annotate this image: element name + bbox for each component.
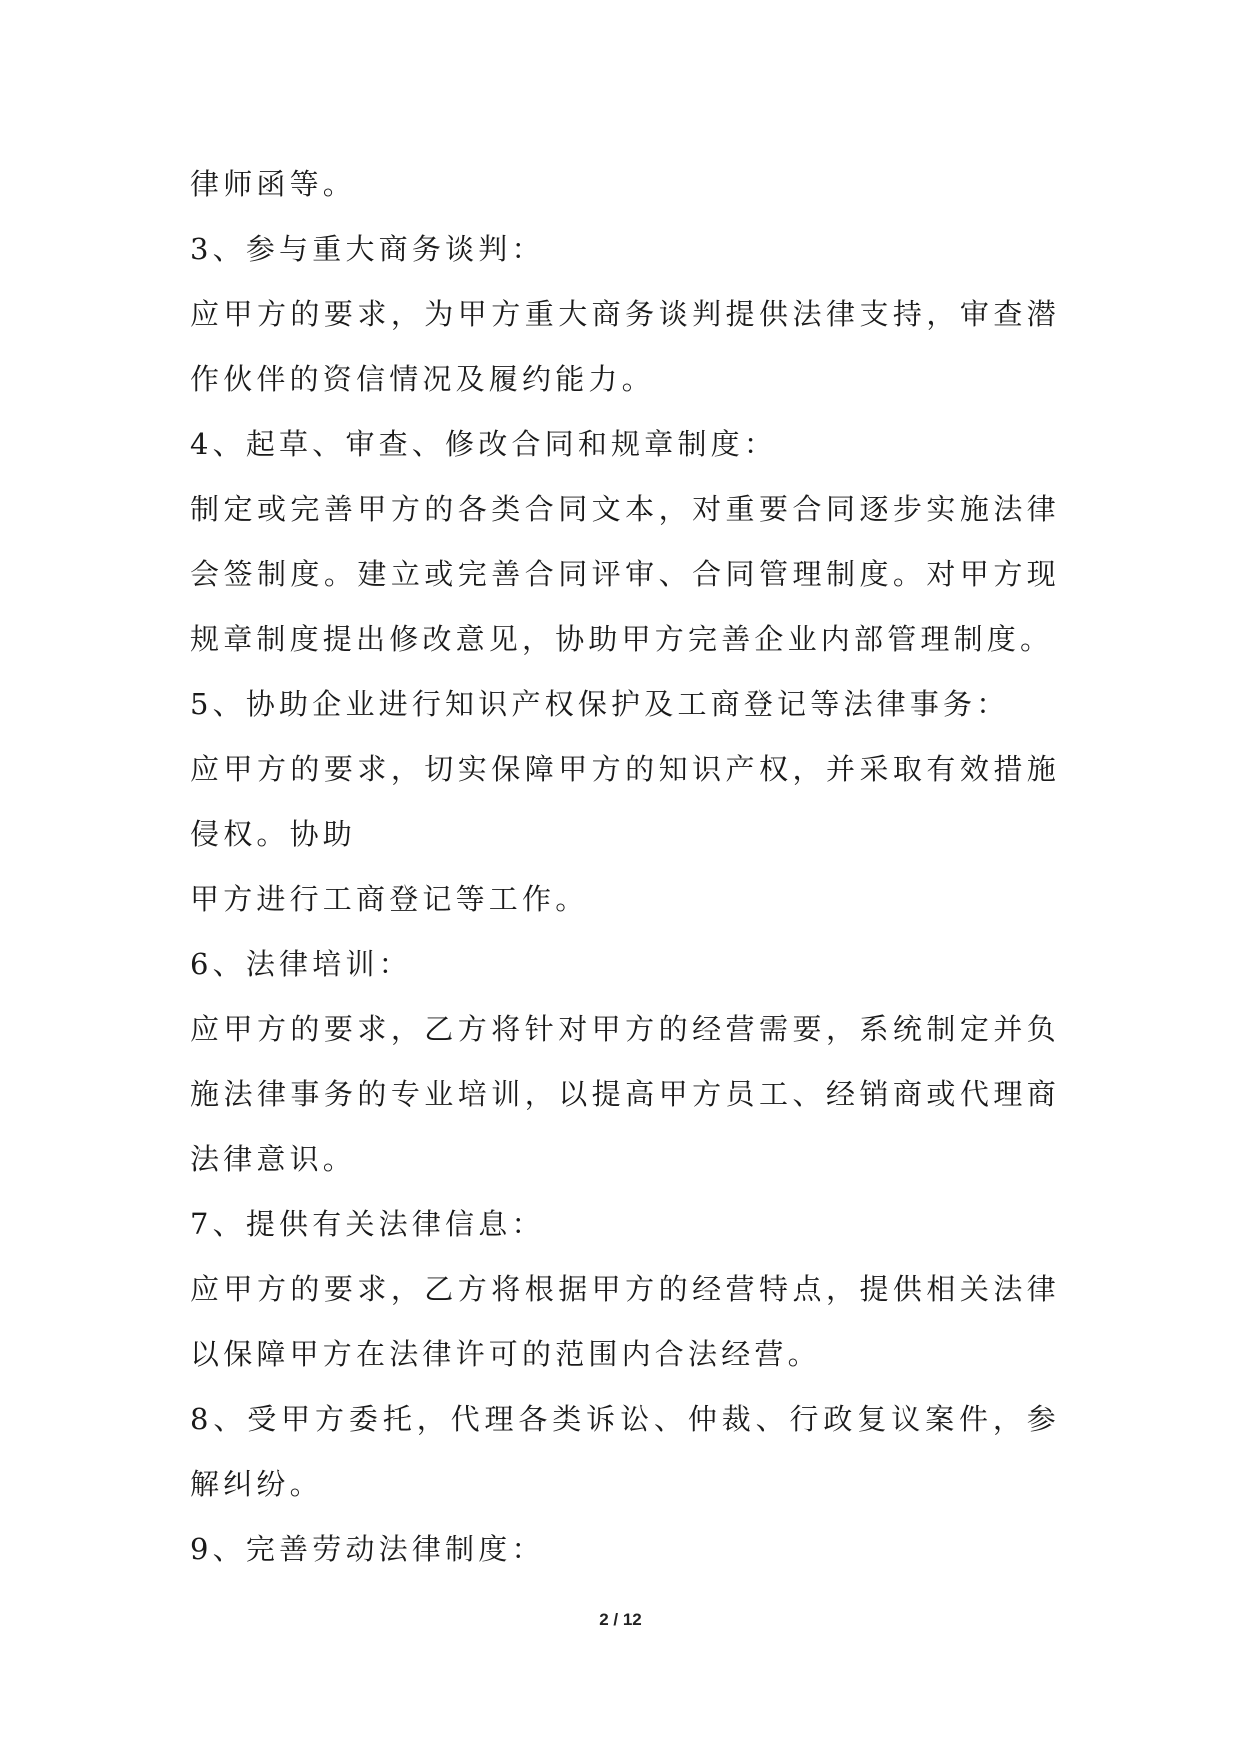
- section-heading-3: 3、参与重大商务谈判：: [190, 232, 545, 266]
- text-line: 律师函等。: [190, 167, 357, 201]
- section-heading-6: 6、法律培训：: [190, 947, 412, 981]
- text-line: 施法律事务的专业培训，以提高甲方员工、经销商或代理商: [190, 1077, 1060, 1111]
- text-line: 侵权。协助: [190, 817, 357, 851]
- text-line: 作伙伴的资信情况及履约能力。: [190, 362, 655, 396]
- text-line: 应甲方的要求，乙方将针对甲方的经营需要，系统制定并负: [190, 1012, 1060, 1046]
- text-line: 甲方进行工商登记等工作。: [190, 882, 589, 916]
- section-heading-8: 8、受甲方委托，代理各类诉讼、仲裁、行政复议案件，参: [190, 1402, 1060, 1436]
- text-line: 应甲方的要求，为甲方重大商务谈判提供法律支持，审查潜: [190, 297, 1060, 331]
- section-heading-5: 5、协助企业进行知识产权保护及工商登记等法律事务：: [190, 687, 1010, 721]
- text-line: 规章制度提出修改意见，协助甲方完善企业内部管理制度。: [190, 622, 1054, 656]
- text-line: 应甲方的要求，乙方将根据甲方的经营特点，提供相关法律: [190, 1272, 1060, 1306]
- section-heading-7: 7、提供有关法律信息：: [190, 1207, 545, 1241]
- text-line: 制定或完善甲方的各类合同文本，对重要合同逐步实施法律: [190, 492, 1060, 526]
- text-line: 法律意识。: [190, 1142, 357, 1176]
- page-number: 2 / 12: [599, 1610, 642, 1629]
- text-line: 以保障甲方在法律许可的范围内合法经营。: [190, 1337, 821, 1371]
- text-line: 解纠纷。: [190, 1467, 323, 1501]
- text-line: 应甲方的要求，切实保障甲方的知识产权，并采取有效措施: [190, 752, 1060, 786]
- section-heading-9: 9、完善劳动法律制度：: [190, 1532, 545, 1566]
- body-text: [190, 152, 1060, 1582]
- section-heading-4: 4、起草、审查、修改合同和规章制度：: [190, 427, 778, 461]
- text-line: 会签制度。建立或完善合同评审、合同管理制度。对甲方现: [190, 557, 1060, 591]
